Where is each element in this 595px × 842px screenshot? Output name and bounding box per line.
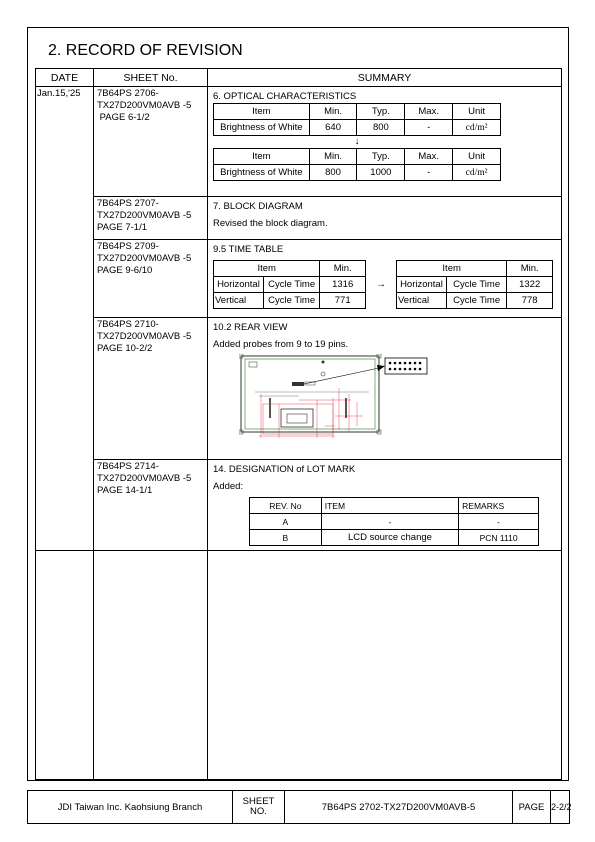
arrow-down-icon: ↓: [354, 136, 360, 147]
footer-table: [27, 790, 570, 824]
col-header: Unit: [453, 104, 501, 120]
sheet-cell: [94, 240, 208, 318]
arrow-right-icon: →: [376, 279, 386, 290]
col-header: Typ.: [357, 104, 405, 120]
table-cell: cd/m²: [453, 165, 501, 181]
table-cell: PCN 1110: [459, 530, 539, 546]
section-title: 6. OPTICAL CHARACTERISTICS: [213, 91, 357, 102]
section-note: Revised the block diagram.: [213, 218, 328, 229]
col-header: Typ.: [357, 149, 405, 165]
rear-view-drawing: [239, 354, 439, 442]
col-header: Item: [397, 261, 507, 277]
sheet-line: 7B64PS 2709-: [97, 241, 159, 252]
col-header: Item: [214, 149, 310, 165]
table-cell: -: [321, 514, 458, 530]
table-row: [36, 87, 562, 197]
sheet-line: TX27D200VM0AVB -5: [97, 210, 192, 221]
lot-mark-table: [249, 497, 539, 546]
col-header: REMARKS: [459, 498, 539, 514]
table-cell: -: [405, 120, 453, 136]
col-header: Max.: [405, 149, 453, 165]
sheet-label-line: SHEET: [242, 796, 275, 807]
sheet-header: SHEET No.: [94, 69, 208, 87]
col-header: Max.: [405, 104, 453, 120]
timetable-compare: [213, 260, 556, 309]
col-header: Min.: [309, 104, 357, 120]
section-note: Added:: [213, 481, 244, 492]
sheet-line: 7B64PS 2707-: [97, 198, 159, 209]
sheet-line: 7B64PS 2710-: [97, 319, 159, 330]
table-row: [36, 460, 562, 551]
sheet-label-line: NO.: [250, 806, 267, 817]
table-cell: Brightness of White: [214, 165, 310, 181]
col-header: Item: [214, 104, 310, 120]
empty-cell: [94, 551, 208, 780]
col-header: Unit: [453, 149, 501, 165]
table-cell: Cycle Time: [263, 277, 319, 293]
sheet-line: TX27D200VM0AVB -5: [97, 100, 192, 111]
col-header: Item: [214, 261, 320, 277]
revision-date: Jan.15,'25: [36, 87, 94, 551]
page-title: 2. RECORD OF REVISION: [48, 42, 243, 59]
table-cell: Brightness of White: [214, 120, 310, 136]
summary-cell: [208, 197, 562, 240]
sheet-cell: [94, 460, 208, 551]
table-row: [36, 197, 562, 240]
table-cell: A: [250, 514, 322, 530]
col-header: Min.: [507, 261, 553, 277]
table-cell: Cycle Time: [263, 293, 319, 309]
table-cell: 1316: [320, 277, 366, 293]
table-cell: -: [405, 165, 453, 181]
sheet-page: PAGE 10-2/2: [97, 343, 153, 354]
sheet-line: 7B64PS 2706-: [97, 88, 159, 99]
summary-cell: [208, 240, 562, 318]
sheet-line: 7B64PS 2714-: [97, 461, 159, 472]
table-row: [36, 240, 562, 318]
timetable-after: [396, 260, 553, 309]
empty-cell: [36, 551, 94, 780]
summary-cell: [208, 460, 562, 551]
table-cell: 800: [357, 120, 405, 136]
table-cell: 640: [309, 120, 357, 136]
table-cell: 1322: [507, 277, 553, 293]
sheet-line: TX27D200VM0AVB -5: [97, 331, 192, 342]
footer-sheet-no: 7B64PS 2702-TX27D200VM0AVB-5: [285, 791, 513, 824]
sheet-page: PAGE 9-6/10: [97, 265, 153, 276]
table-cell: B: [250, 530, 322, 546]
table-cell: -: [459, 514, 539, 530]
optical-after-table: [213, 148, 501, 181]
table-cell: 778: [507, 293, 553, 309]
sheet-cell: [94, 87, 208, 197]
summary-cell: [208, 318, 562, 460]
sheet-page: PAGE 14-1/1: [97, 485, 153, 496]
table-cell: Vertical: [214, 293, 264, 309]
footer-page-value: 2-2/2: [551, 791, 570, 824]
table-cell: Horizontal: [397, 277, 447, 293]
summary-header: SUMMARY: [208, 69, 562, 87]
section-title: 10.2 REAR VIEW: [213, 322, 288, 333]
table-cell: LCD source change: [321, 530, 458, 546]
optical-before-table: [213, 103, 501, 136]
section-title: 7. BLOCK DIAGRAM: [213, 201, 303, 212]
section-title: 14. DESIGNATION of LOT MARK: [213, 464, 356, 475]
table-cell: Cycle Time: [446, 293, 506, 309]
table-cell: Cycle Time: [446, 277, 506, 293]
col-header: Min.: [309, 149, 357, 165]
table-cell: Vertical: [397, 293, 447, 309]
sheet-cell: [94, 197, 208, 240]
sheet-line: TX27D200VM0AVB -5: [97, 473, 192, 484]
summary-cell: [208, 87, 562, 197]
sheet-cell: [94, 318, 208, 460]
table-cell: 771: [320, 293, 366, 309]
table-cell: Horizontal: [214, 277, 264, 293]
date-header: DATE: [36, 69, 94, 87]
col-header: ITEM: [321, 498, 458, 514]
col-header: Min.: [320, 261, 366, 277]
footer-sheet-label: [233, 791, 285, 824]
empty-row: [36, 551, 562, 780]
table-row: [36, 318, 562, 460]
footer-page-label: PAGE: [513, 791, 551, 824]
timetable-before: [213, 260, 366, 309]
header-row: [36, 69, 562, 87]
revision-table: [35, 68, 562, 780]
empty-cell: [208, 551, 562, 780]
sheet-page: PAGE 6-1/2: [97, 112, 150, 123]
col-header: REV. No: [250, 498, 322, 514]
sheet-line: TX27D200VM0AVB -5: [97, 253, 192, 264]
section-title: 9.5 TIME TABLE: [213, 244, 284, 255]
table-cell: 1000: [357, 165, 405, 181]
sheet-page: PAGE 7-1/1: [97, 222, 147, 233]
table-cell: 800: [309, 165, 357, 181]
footer-company: JDI Taiwan Inc. Kaohsiung Branch: [28, 791, 233, 824]
table-cell: cd/m²: [453, 120, 501, 136]
section-note: Added probes from 9 to 19 pins.: [213, 339, 349, 350]
